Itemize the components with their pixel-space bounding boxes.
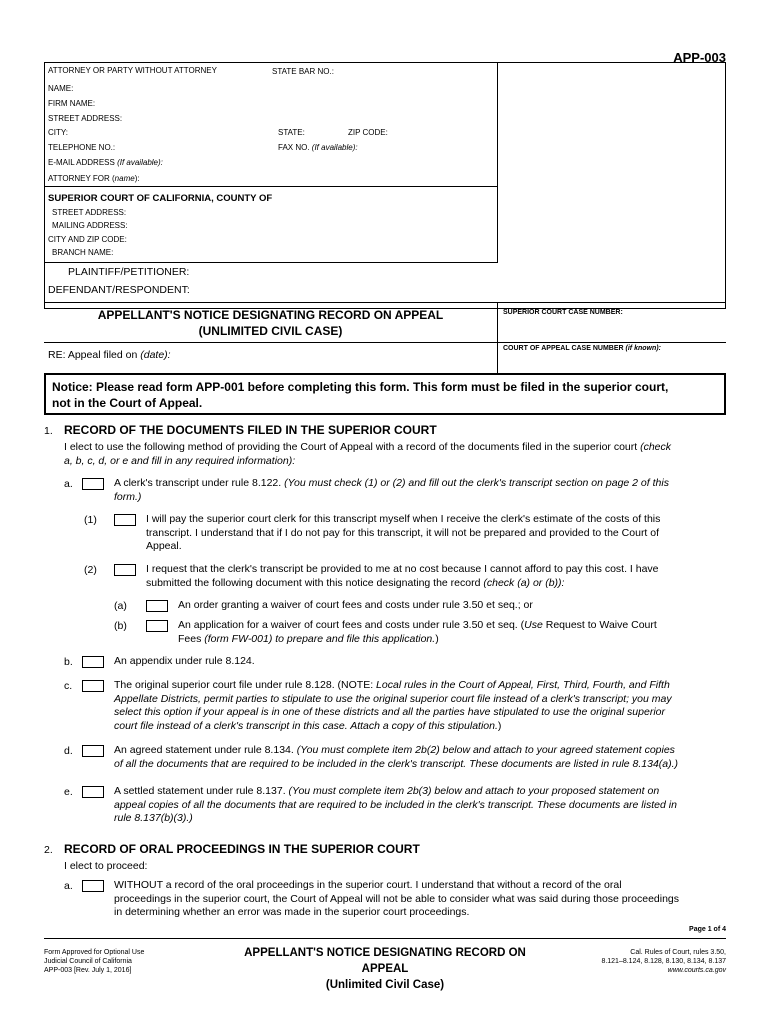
- item-c-text: The original superior court file under rule 8.128. (NOTE: Local rules in the Court of Appeal, First, Third, Fourth, and Fifth Appellate Districts, permit parties to stipulate to use the original superior court file instead of a clerk's transcript; you may select this option if your appeal is in one of these districts and all the parties have stipulated to use the original superior court file instead of a clerk's transcript in this case. Attach a copy of this stipulation.): [114, 679, 672, 732]
- item-e-label: e.: [64, 786, 73, 798]
- item-a1-text: I will pay the superior court clerk for this transcript myself when I receive the clerk's estimate of the costs of this transcript. I understand that if I do not pay for this transcript, it will not be prepared and provided to the Court of Appeal.: [146, 513, 661, 552]
- item-c-checkbox[interactable]: [82, 680, 104, 692]
- notice-line1: Notice: Please read form APP-001 before completing this form. This form must be filed in the superior court,: [52, 380, 669, 394]
- section1-title: RECORD OF THE DOCUMENTS FILED IN THE SUPERIOR COURT: [64, 423, 437, 437]
- section2-number: 2.: [44, 844, 53, 856]
- section2-title: RECORD OF ORAL PROCEEDINGS IN THE SUPERIOR COURT: [64, 842, 420, 856]
- item-d-text: An agreed statement under rule 8.134. (You must complete item 2b(2) below and attach to your agreed statement copies of all the documents that are required to be included in the clerk's transcript. These documents are listed in rule 8.134(a).): [114, 744, 679, 770]
- item-a-checkbox[interactable]: [82, 478, 104, 490]
- city-label: CITY:: [48, 128, 69, 137]
- re-appeal-label: RE: Appeal filed on (date):: [48, 349, 171, 361]
- court-branch-label: BRANCH NAME:: [52, 248, 114, 257]
- item-a2a-text: An order granting a waiver of court fees and costs under rule 3.50 et seq.; or: [178, 599, 533, 611]
- item-2a-text: WITHOUT a record of the oral proceedings in the superior court. I understand that without a record of the oral proceedings in the superior court, the Court of Appeal will not be able to consider what was said during those proceedings in determining whether an error was made in the superior court proceedings.: [114, 879, 680, 918]
- item-2a-label: a.: [64, 880, 73, 892]
- notice-line2: not in the Court of Appeal.: [52, 396, 203, 410]
- item-a1-checkbox[interactable]: [114, 514, 136, 526]
- item-b-checkbox[interactable]: [82, 656, 104, 668]
- item-a2b-text: An application for a waiver of court fees and costs under rule 3.50 et seq. (Use Request to Waive Court Fees (form FW-001) to prepare and file this application.): [178, 619, 657, 645]
- notice-box: [44, 373, 726, 415]
- item-e-text: A settled statement under rule 8.137. (You must complete item 2b(3) below and attach to your proposed statement on appeal copies of all the documents that are required to be included in the clerk's transcript. These documents are listed in rule 8.137(b)(3).): [114, 785, 677, 824]
- item-a2-text: I request that the clerk's transcript be provided to me at no cost because I cannot afford to pay this cost. I have submitted the following document with this notice designating the record (check (a) or (b)):: [146, 563, 659, 589]
- item-a-text: A clerk's transcript under rule 8.122. (You must check (1) or (2) and fill out the clerk's transcript section on page 2 of this form.): [114, 477, 669, 503]
- item-b-text: An appendix under rule 8.124.: [114, 655, 255, 667]
- phone-label: TELEPHONE NO.:: [48, 143, 116, 152]
- item-a2a-label: (a): [114, 600, 127, 612]
- name-label: NAME:: [48, 84, 74, 93]
- footer-rule: [44, 938, 726, 939]
- item-2a-checkbox[interactable]: [82, 880, 104, 892]
- state-bar-label: STATE BAR NO.:: [272, 67, 334, 76]
- attorney-block: [44, 62, 498, 187]
- section2-intro: I elect to proceed:: [64, 860, 148, 872]
- item-d-label: d.: [64, 745, 73, 757]
- form-title-line1: APPELLANT'S NOTICE DESIGNATING RECORD ON APPEAL: [97, 308, 444, 322]
- appeal-case-label: COURT OF APPEAL CASE NUMBER (if known):: [503, 345, 661, 352]
- section1-intro: I elect to use the following method of providing the Court of Appeal with a record of the documents filed in the superior court (check a, b, c, d, or e and fill in any required information):: [64, 441, 672, 467]
- item-a2-label: (2): [84, 564, 97, 576]
- footer-title: APPELLANT'S NOTICE DESIGNATING RECORD ON APPEAL (Unlimited Civil Case): [244, 947, 526, 991]
- court-street-label: STREET ADDRESS:: [52, 208, 127, 217]
- defendant-label: DEFENDANT/RESPONDENT:: [48, 284, 190, 296]
- court-mailing-label: MAILING ADDRESS:: [52, 221, 128, 230]
- form-id: APP-003: [673, 50, 726, 65]
- page-number: Page 1 of 4: [689, 926, 726, 933]
- attorney-for-label: ATTORNEY FOR (name):: [48, 174, 140, 183]
- item-a2b-checkbox[interactable]: [146, 620, 168, 632]
- item-d-checkbox[interactable]: [82, 745, 104, 757]
- zip-label: ZIP CODE:: [348, 128, 388, 137]
- item-a2b-label: (b): [114, 620, 127, 632]
- item-a2a-checkbox[interactable]: [146, 600, 168, 612]
- item-e-checkbox[interactable]: [82, 786, 104, 798]
- footer-right: Cal. Rules of Court, rules 3.50, 8.121–8.124, 8.128, 8.130, 8.134, 8.137 www.courts.ca.gov: [601, 949, 726, 974]
- attorney-header: ATTORNEY OR PARTY WITHOUT ATTORNEY: [48, 66, 217, 75]
- fax-label: FAX NO. (If available):: [278, 143, 358, 152]
- superior-case-label: SUPERIOR COURT CASE NUMBER:: [503, 309, 623, 316]
- plaintiff-label: PLAINTIFF/PETITIONER:: [68, 266, 190, 278]
- court-city-label: CITY AND ZIP CODE:: [48, 235, 127, 244]
- court-title: SUPERIOR COURT OF CALIFORNIA, COUNTY OF: [48, 193, 273, 204]
- item-c-label: c.: [64, 680, 73, 692]
- item-a2-checkbox[interactable]: [114, 564, 136, 576]
- firm-label: FIRM NAME:: [48, 99, 96, 108]
- footer-left: Form Approved for Optional Use Judicial Council of California APP-003 [Rev. July 1, 2016]: [44, 949, 145, 974]
- form-title-line2: (UNLIMITED CIVIL CASE): [198, 324, 343, 338]
- street-label: STREET ADDRESS:: [48, 114, 123, 123]
- state-label: STATE:: [278, 128, 305, 137]
- item-b-label: b.: [64, 656, 73, 668]
- email-label: E-MAIL ADDRESS (If available):: [48, 158, 163, 167]
- form-title-box: [44, 303, 498, 343]
- item-a1-label: (1): [84, 514, 97, 526]
- item-a-label: a.: [64, 478, 73, 490]
- section1-number: 1.: [44, 425, 53, 437]
